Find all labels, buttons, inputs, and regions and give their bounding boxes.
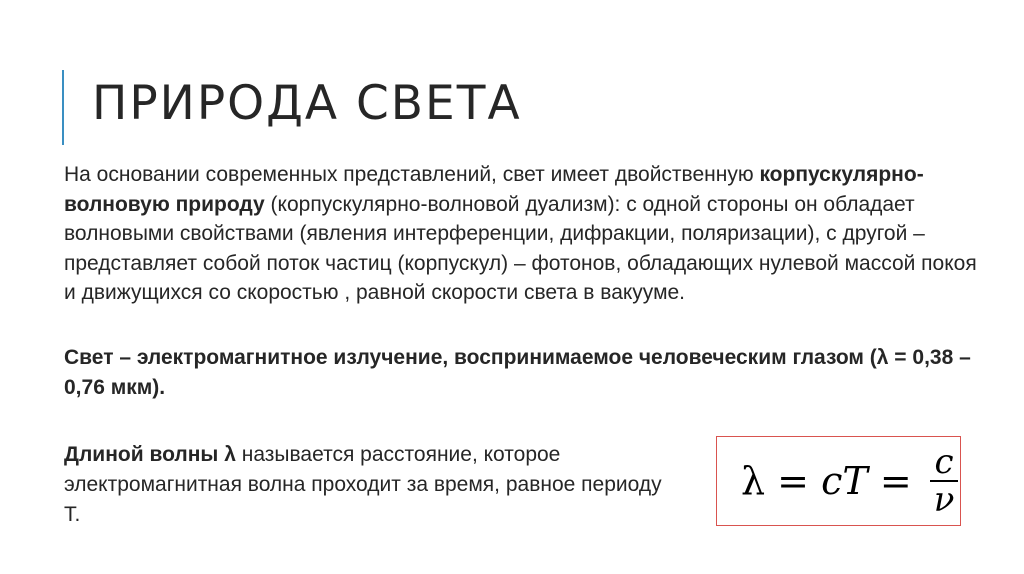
formula-equals-2: = [867, 459, 924, 503]
formula-equals-1: = [765, 459, 822, 503]
formula-denominator: ν [930, 480, 959, 518]
wavelength-term: Длиной волны λ [64, 443, 236, 466]
wavelength-formula [741, 443, 958, 519]
formula-lambda: λ [741, 459, 766, 503]
paragraph-bold-term: корпускулярно-волновую природу [64, 163, 924, 216]
wavelength-definition-text: называется расстояние, которое электромагнитная волна проходит за время, равное периоду Т. [64, 443, 662, 526]
formula-ct: cT [821, 459, 868, 503]
paragraph-light-nature [64, 160, 984, 308]
wavelength-definition [64, 440, 664, 530]
paragraph-light-definition: Свет – электромагнитное излучение, воспринимаемое человеческим глазом (λ = 0,38 – 0,76 мкм). [64, 346, 971, 399]
formula-numerator: c [934, 442, 954, 482]
slide-title: ПРИРОДА СВЕТА [92, 76, 522, 131]
formula-box [716, 436, 961, 526]
paragraph-rest: (корпускулярно-волновой дуализм): с одной стороны он обладает волновыми свойствами (явления интерференции, дифракции, поляризации), с другой – представляет собой поток частиц (корпускул) – фотонов, обладающих нулевой массой покоя и движущихся со скоростью , равной скорости света в вакууме. [64, 192, 977, 304]
formula-fraction [930, 444, 959, 518]
paragraph-intro: На основании современных представлений, свет имеет двойственную [64, 163, 760, 186]
title-accent-bar [62, 70, 64, 145]
